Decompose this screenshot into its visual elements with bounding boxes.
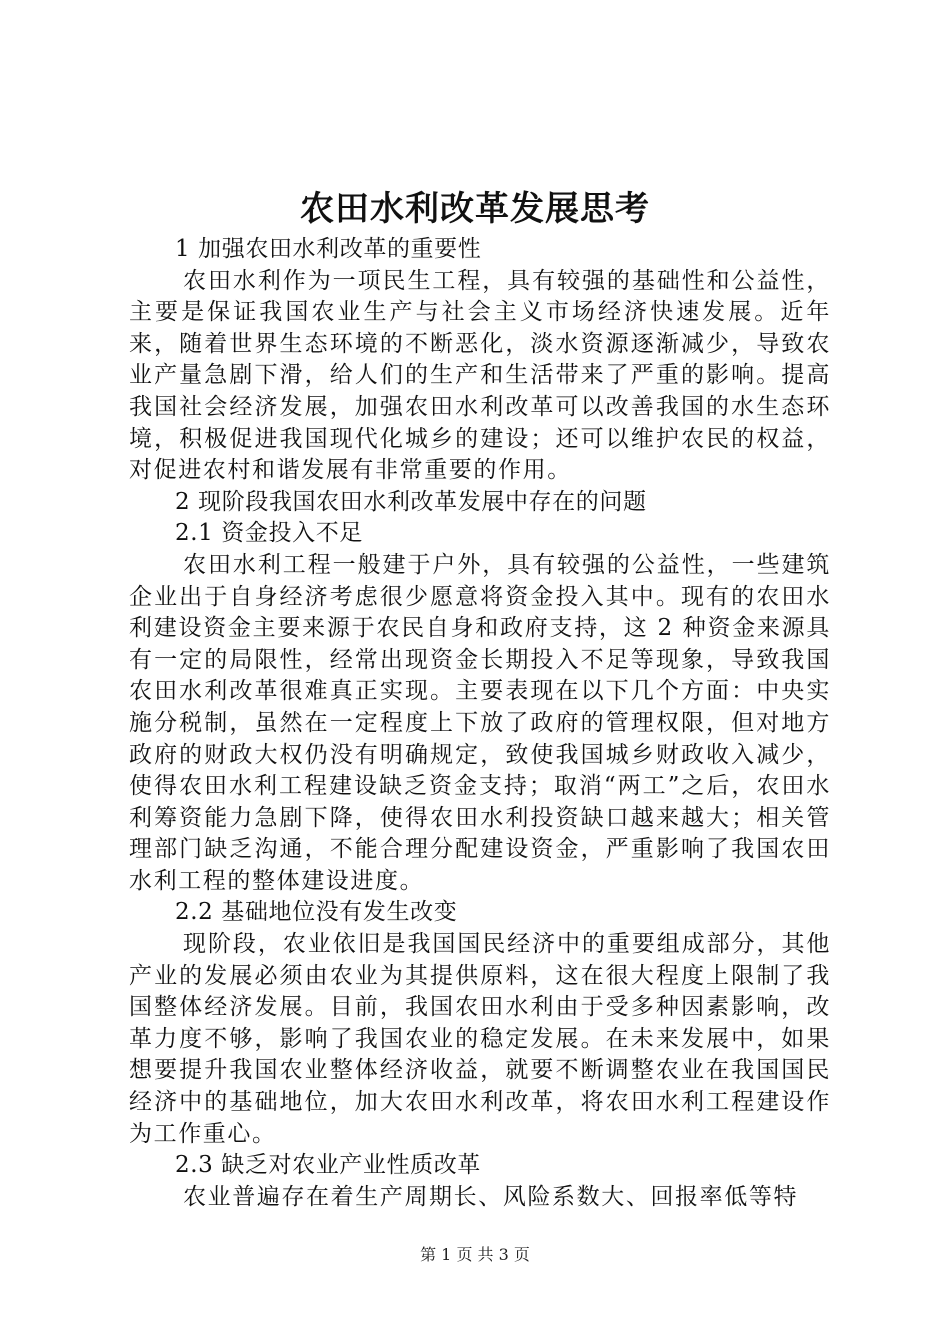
paragraph-basic-status: 现阶段，农业依旧是我国国民经济中的重要组成部分，其他产业的发展必须由农业为其提供原料，这在很大程度上限制了我国整体经济发展。目前，我国农田水利由于受多种因素影响，改革力度不够，影响了我国农业的稳定发展。在未来发展中，如果想要提升我国农业整体经济收益，就要不断调整农业在我国国民经济中的基础地位，加大农田水利改革，将农田水利工程建设作为工作重心。 <box>129 931 831 1147</box>
page-number-footer: 第 1 页 共 3 页 <box>420 1245 530 1264</box>
document-title: 农田水利改革发展思考 <box>300 189 650 229</box>
paragraph-funding: 农田水利工程一般建于户外，具有较强的公益性，一些建筑企业出于自身经济考虑很少愿意将资金投入其中。现有的农田水利建设资金主要来源于农民自身和政府支持，这 2 种资金来源具有一定的局限性，经常出现资金长期投入不足等现象，导致我国农田水利改革很难真正实现。主要表现在以下几个方面：中央实施分税制，虽然在一定程度上下放了政府的管理权限，但对地方政府的财政大权仍没有明确规定，致使我国城乡财政收入减少，使得农田水利工程建设缺乏资金支持；取消“两工”之后，农田水利筹资能力急剧下降，使得农田水利投资缺口越来越大；相关管理部门缺乏沟通，不能合理分配建设资金，严重影响了我国农田水利工程的整体建设进度。 <box>129 551 831 894</box>
paragraph-importance: 农田水利作为一项民生工程，具有较强的基础性和公益性，主要是保证我国农业生产与社会主义市场经济快速发展。近年来，随着世界生态环境的不断恶化，淡水资源逐渐减少，导致农业产量急剧下滑，给人们的生产和生活带来了严重的影响。提高我国社会经济发展，加强农田水利改革可以改善我国的水生态环境，积极促进我国现代化城乡的建设；还可以维护农民的权益，对促进农村和谐发展有非常重要的作用。 <box>129 267 831 484</box>
subsection-heading-2-3: 2.3 缺乏对农业产业性质改革 <box>175 1152 481 1179</box>
document-body <box>129 234 831 1213</box>
subsection-heading-2-2: 2.2 基础地位没有发生改变 <box>175 899 458 926</box>
section-heading-1: 1 加强农田水利改革的重要性 <box>175 236 482 262</box>
section-heading-2: 2 现阶段我国农田水利改革发展中存在的问题 <box>175 488 647 515</box>
subsection-heading-2-1: 2.1 资金投入不足 <box>175 520 363 547</box>
paragraph-industry-reform: 农业普遍存在着生产周期长、风险系数大、回报率低等特 <box>183 1183 799 1210</box>
